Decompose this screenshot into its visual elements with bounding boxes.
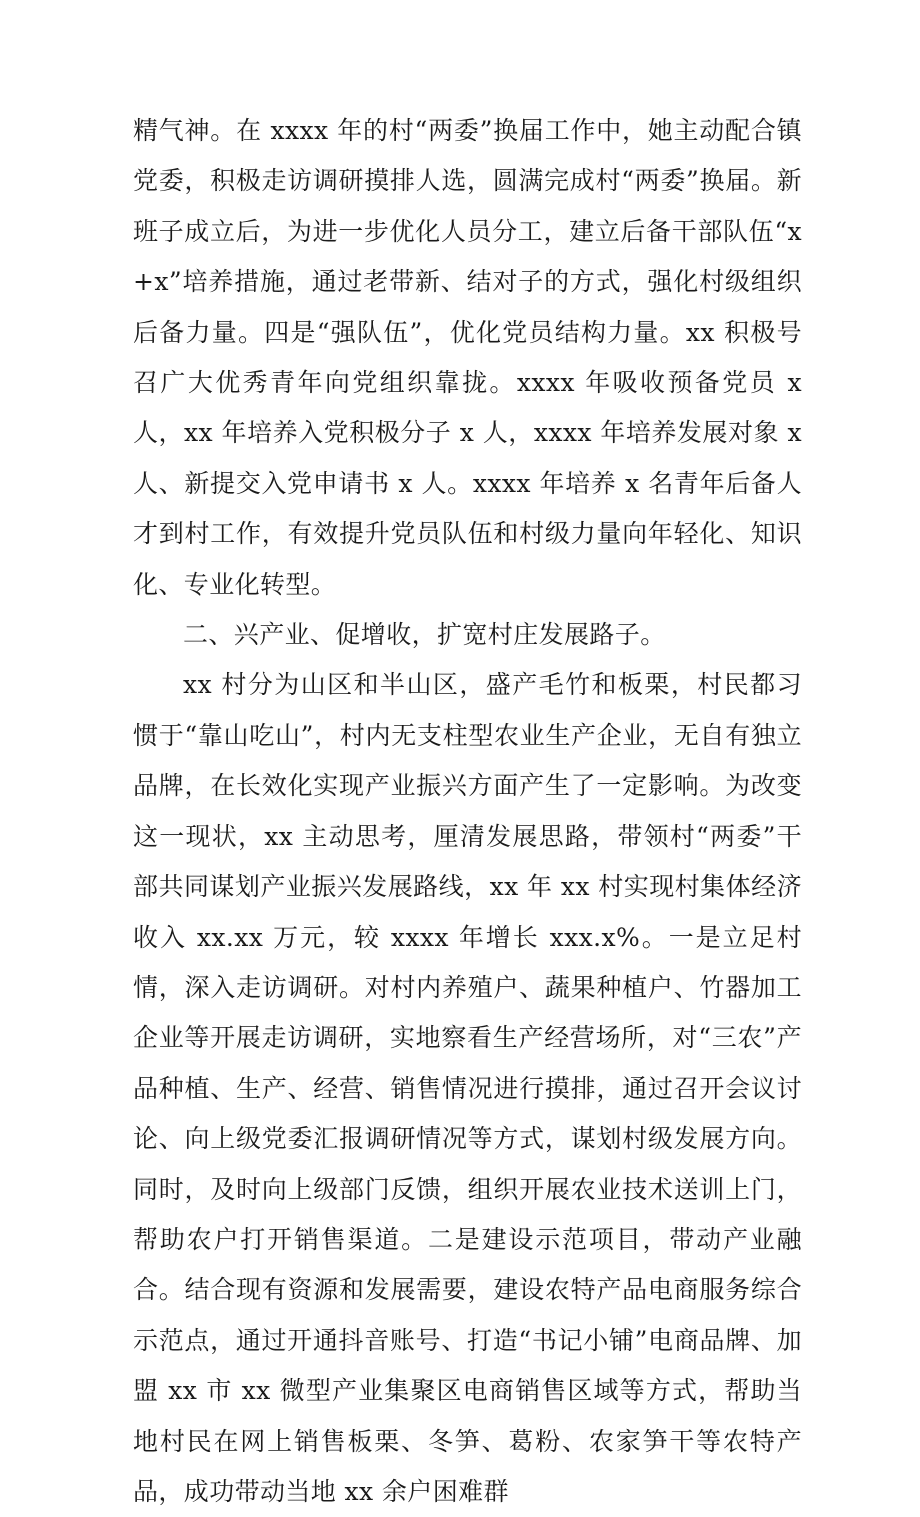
paragraph-party-building-continued: 精气神。在 xxxx 年的村“两委”换届工作中，她主动配合镇党委，积极走访调研摸排人选，圆满完成村“两委”换届。新班子成立后，为进一步优化人员分工，建立后备干部队伍“x+x”培养措施，通过老带新、结对子的方式，强化村级组织后备力量。四是“强队伍”，优化党员结构力量。xx 积极号召广大优秀青年向党组织靠拢。xxxx 年吸收预备党员 x 人，xx 年培养入党积极分子 x 人，xxxx 年培养发展对象 x 人、新提交入党申请书 x 人。xxxx 年培养 x 名青年后备人才到村工作，有效提升党员队伍和村级力量向年轻化、知识化、专业化转型。 [133,116,802,599]
section-heading-industry: 二、兴产业、促增收，扩宽村庄发展路子。 [183,620,666,650]
paragraph-industry-development: xx 村分为山区和半山区，盛产毛竹和板栗，村民都习惯于“靠山吃山”，村内无支柱型农业生产企业，无自有独立品牌，在长效化实现产业振兴方面产生了一定影响。为改变这一现状，xx 主动思考，厘清发展思路，带领村“两委”干部共同谋划产业振兴发展路线，xx 年 xx 村实现村集体经济收入 xx.xx 万元，较 xxxx 年增长 xxx.x%。一是立足村情，深入走访调研。对村内养殖户、蔬果种植户、竹器加工企业等开展走访调研，实地察看生产经营场所，对“三农”产品种植、生产、经营、销售情况进行摸排，通过召开会议讨论、向上级党委汇报调研情况等方式，谋划村级发展方向。同时，及时向上级部门反馈，组织开展农业技术送训上门，帮助农户打开销售渠道。二是建设示范项目，带动产业融合。结合现有资源和发展需要，建设农特产品电商服务综合示范点，通过开通抖音账号、打造“书记小铺”电商品牌、加盟 xx 市 xx 微型产业集聚区电商销售区域等方式，帮助当地村民在网上销售板栗、冬笋、葛粉、农家笋干等农特产品，成功带动当地 xx 余户困难群 [133,670,802,1506]
